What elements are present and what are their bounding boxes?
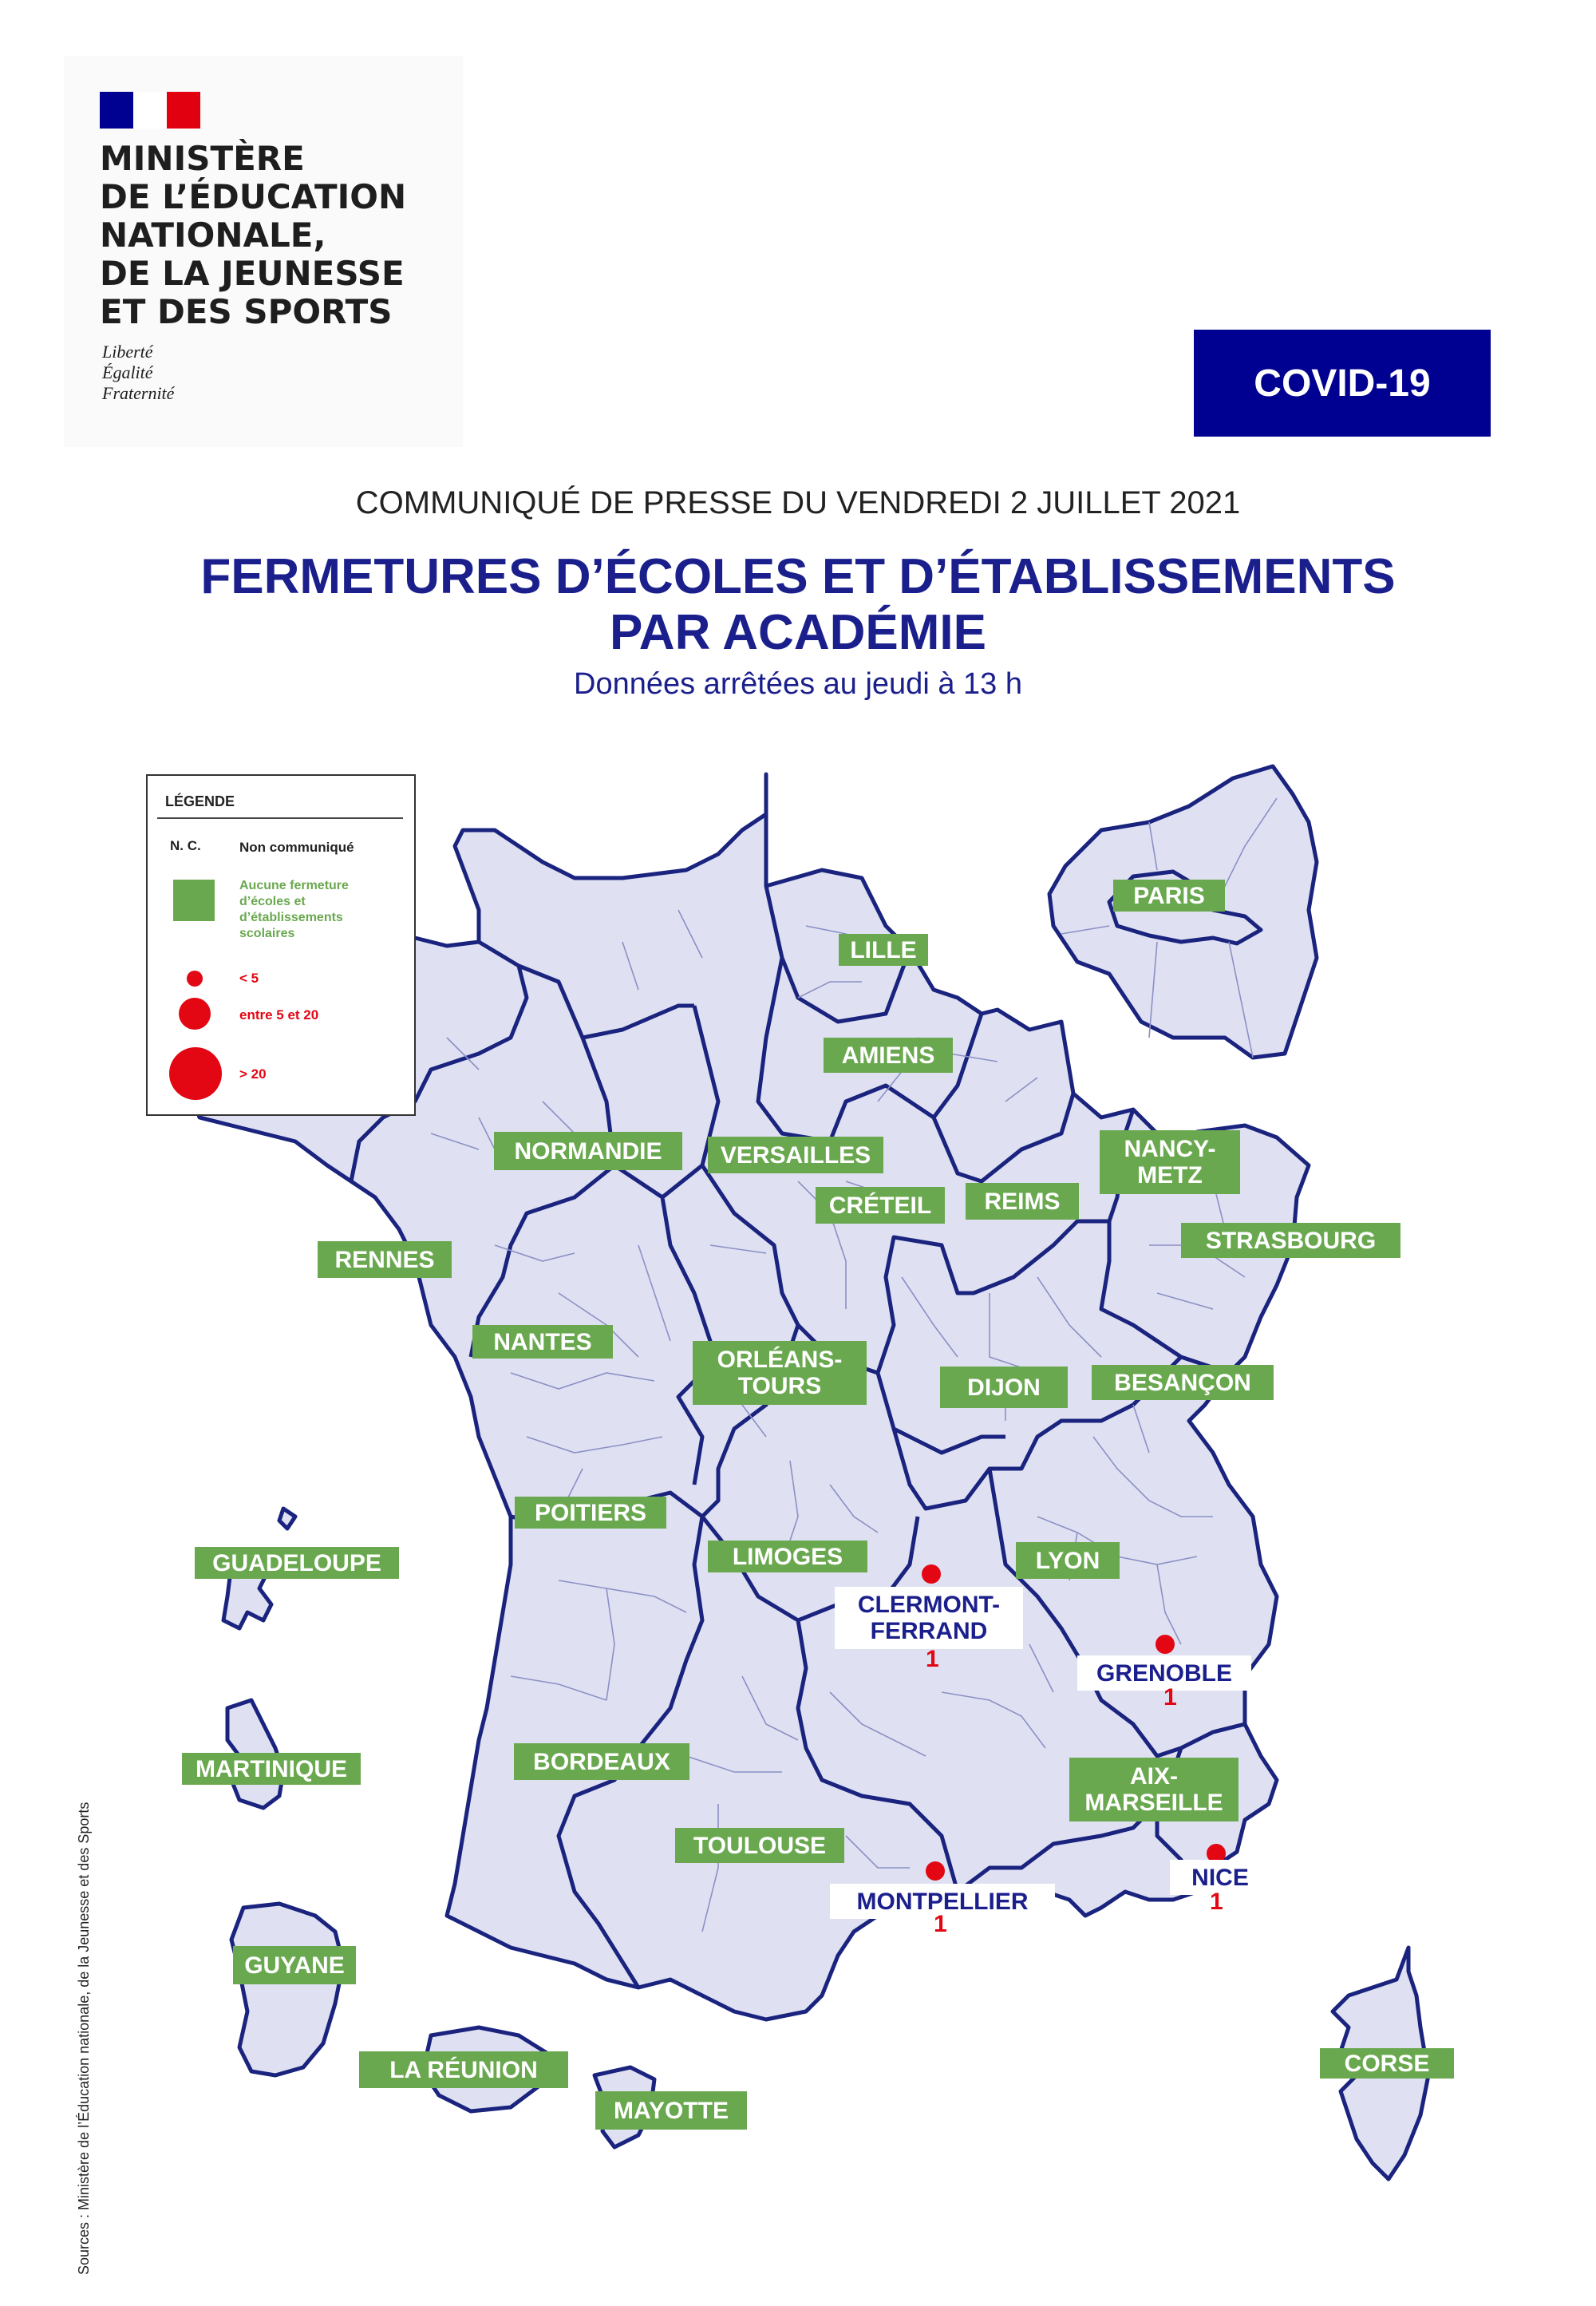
page-subtitle: Données arrêtées au jeudi à 13 h [574, 667, 1022, 701]
press-release-line: COMMUNIQUÉ DE PRESSE DU VENDREDI 2 JUILLET 2021 [355, 485, 1241, 520]
legend-divider [157, 817, 403, 819]
closure-count-nice: 1 [1210, 1889, 1223, 1915]
ministry-line: NATIONALE, [100, 216, 326, 255]
academy-label-nantes: NANTES [472, 1325, 613, 1359]
academy-label-amiens: AMIENS [824, 1038, 953, 1073]
academy-label-bordeaux: BORDEAUX [514, 1743, 689, 1780]
ministry-line: ET DES SPORTS [100, 292, 393, 331]
covid-badge: COVID-19 [1194, 330, 1491, 437]
academy-label-nancy-metz: NANCY- METZ [1100, 1130, 1240, 1194]
closure-dot-grenoble [1156, 1635, 1175, 1654]
academy-label-reims: REIMS [966, 1183, 1079, 1220]
academy-label-versailles: VERSAILLES [708, 1137, 883, 1173]
legend-small-label: < 5 [239, 971, 259, 986]
guyane-territory [231, 1904, 343, 2075]
academy-label-grenoble: GRENOBLE [1077, 1655, 1251, 1691]
sources-note: Sources : Ministère de l’Éducation nationale, de la Jeunesse et des Sports [76, 1802, 92, 2275]
academy-label-martinique: MARTINIQUE [182, 1753, 361, 1785]
ministry-line: DE L’ÉDUCATION [100, 177, 407, 216]
legend-nc-label: Non communiqué [239, 840, 354, 855]
academy-label-lille: LILLE [839, 934, 928, 966]
legend-nc-code: N. C. [170, 838, 201, 853]
closure-count-montpellier: 1 [934, 1911, 947, 1937]
academy-label-la-reunion: LA RÉUNION [359, 2051, 568, 2088]
legend-large-dot-icon [169, 1047, 222, 1100]
title-line: FERMETURES D’ÉCOLES ET D’ÉTABLISSEMENTS [200, 549, 1396, 604]
legend-medium-label: entre 5 et 20 [239, 1007, 319, 1022]
academy-label-mayotte: MAYOTTE [595, 2091, 747, 2130]
academy-label-rennes: RENNES [318, 1241, 452, 1278]
academy-label-lyon: LYON [1016, 1542, 1120, 1579]
legend-medium-dot-icon [179, 998, 211, 1030]
academy-label-clermont-ferrand: CLERMONT- FERRAND [835, 1587, 1023, 1649]
motto-line: Égalité [102, 362, 153, 382]
academy-label-nice: NICE [1170, 1860, 1270, 1895]
academy-label-aix-marseille: AIX- MARSEILLE [1069, 1758, 1238, 1821]
academy-label-toulouse: TOULOUSE [675, 1828, 844, 1863]
title-line: PAR ACADÉMIE [610, 605, 986, 660]
academy-label-montpellier: MONTPELLIER [830, 1884, 1055, 1919]
legend-no-closure-swatch [173, 880, 215, 921]
closure-count-clermont-ferrand: 1 [926, 1646, 939, 1672]
academy-label-corse: CORSE [1320, 2048, 1454, 2079]
academy-label-creteil: CRÉTEIL [816, 1187, 945, 1224]
academy-label-limoges: LIMOGES [708, 1541, 867, 1572]
legend-no-closure-label: Aucune fermeture d’écoles et d’établissements scolaires [239, 879, 349, 940]
academy-label-paris: PARIS [1113, 880, 1225, 912]
ministry-line: MINISTÈRE [100, 139, 305, 178]
ministry-line: DE LA JEUNESSE [100, 254, 405, 293]
academy-label-besancon: BESANÇON [1092, 1365, 1274, 1400]
academy-label-strasbourg: STRASBOURG [1181, 1223, 1400, 1258]
academy-label-guadeloupe: GUADELOUPE [195, 1547, 399, 1579]
academy-label-normandie: NORMANDIE [494, 1132, 682, 1170]
motto-line: Fraternité [102, 383, 175, 403]
motto-line: Liberté [102, 342, 153, 362]
closure-dot-montpellier [926, 1861, 945, 1881]
academy-label-guyane: GUYANE [233, 1946, 356, 1984]
legend-large-label: > 20 [239, 1066, 267, 1082]
legend-small-dot-icon [187, 971, 203, 987]
legend-title: LÉGENDE [165, 793, 235, 809]
map-legend [146, 774, 416, 1116]
academy-label-orleans-tours: ORLÉANS- TOURS [693, 1341, 867, 1405]
academy-label-dijon: DIJON [940, 1367, 1068, 1408]
academy-label-poitiers: POITIERS [515, 1497, 666, 1529]
closure-count-grenoble: 1 [1163, 1684, 1177, 1711]
closure-dot-clermont-ferrand [922, 1564, 941, 1584]
